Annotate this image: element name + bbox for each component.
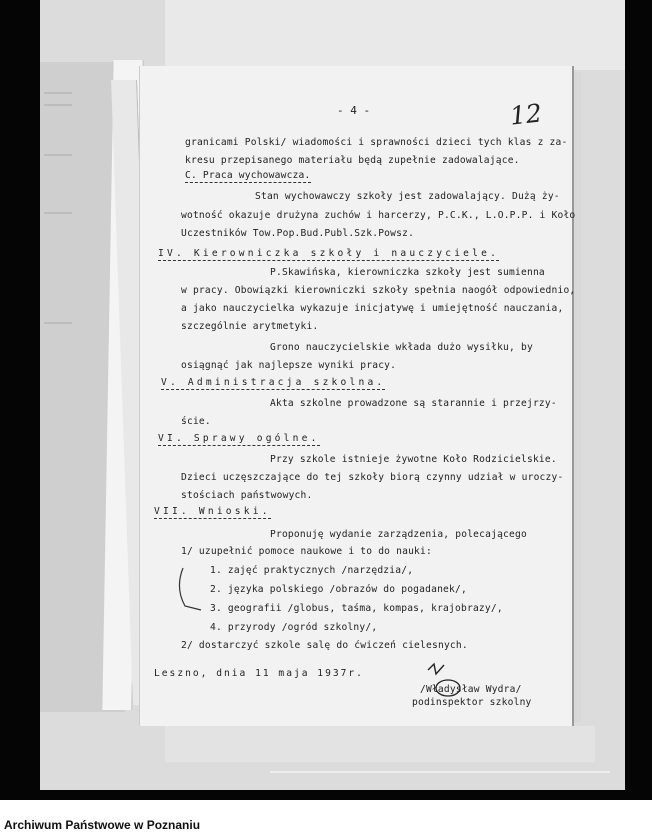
text-line: Grono nauczycielskie wkłada dużo wysiłku, by [270, 342, 533, 353]
text-line: szczególnie arytmetyki. [181, 321, 319, 332]
text-line: Akta szkolne prowadzone są starannie i przejrzy- [270, 398, 557, 409]
text-line: 1/ uzupełnić pomoce naukowe i to do nauki: [181, 546, 432, 557]
text-line: osiągnąć jak najlepsze wyniki pracy. [181, 360, 397, 371]
bracket-mark [175, 566, 205, 612]
text-line: granicami Polski/ wiadomości i sprawności dzieci tych klas z za- [185, 137, 568, 148]
footer-bar [0, 800, 652, 840]
place-date: Leszno, dnia 11 maja 1937r. [154, 668, 364, 679]
folio-number: 12 [508, 98, 544, 131]
text-line: Uczestników Tow.Pop.Bud.Publ.Szk.Powsz. [181, 228, 415, 239]
archive-label: Archiwum Państwowe w Poznaniu [4, 818, 201, 832]
text-line: w pracy. Obowiązki kierowniczki szkoły spełnia naogół odpowiednio, [181, 285, 576, 296]
list-item: 2. języka polskiego /obrazów do pogadanek/, [210, 584, 467, 595]
section-heading: VII. Wnioski. [154, 506, 271, 517]
text-line: kresu przepisanego materiału będą zupełnie zadowalające. [185, 155, 520, 166]
text-line: a jako nauczycielka wykazuje inicjatywę i umiejętność nauczania, [181, 303, 564, 314]
text-line: P.Skawińska, kierowniczka szkoły jest sumienna [270, 267, 545, 278]
section-heading: VI. Sprawy ogólne. [158, 433, 320, 444]
text-line: Dzieci uczęszczające do tej szkoły biorą czynny udział w uroczy- [181, 472, 564, 483]
section-heading: V. Administracja szkolna. [161, 377, 386, 388]
text-line: Stan wychowawczy szkoły jest zadowalający. Dużą ży- [255, 191, 560, 202]
section-heading: IV. Kierowniczka szkoły i nauczyciele. [158, 248, 500, 259]
page-number: - 4 - [337, 104, 371, 117]
scan-line [270, 771, 610, 773]
list-item: 1. zajęć praktycznych /narzędzia/, [210, 565, 414, 576]
signer-title: podinspektor szkolny [412, 697, 532, 708]
signer-name: /Władysław Wydra/ [420, 684, 522, 695]
text-line: Przy szkole istnieje żywotne Koło Rodzicielskie. [270, 454, 557, 465]
text-line: stościach państwowych. [181, 490, 313, 501]
back-sheet-top [165, 0, 625, 70]
list-item: 4. przyrody /ogród szkolny/, [210, 622, 378, 633]
text-line: ście. [181, 416, 211, 427]
text-line: wotność okazuje drużyna zuchów i harcerzy, P.C.K., L.O.P.P. i Koło [181, 210, 576, 221]
bottom-paper-band [165, 726, 595, 762]
text-line: 2/ dostarczyć szkole salę do ćwiczeń cielesnych. [181, 640, 468, 651]
text-line: Proponuję wydanie zarządzenia, polecającego [270, 529, 527, 540]
page-edge [571, 72, 581, 722]
list-item: 3. geografii /globus, taśma, kompas, krajobrazy/, [210, 603, 503, 614]
section-heading: C. Praca wychowawcza. [185, 170, 311, 181]
